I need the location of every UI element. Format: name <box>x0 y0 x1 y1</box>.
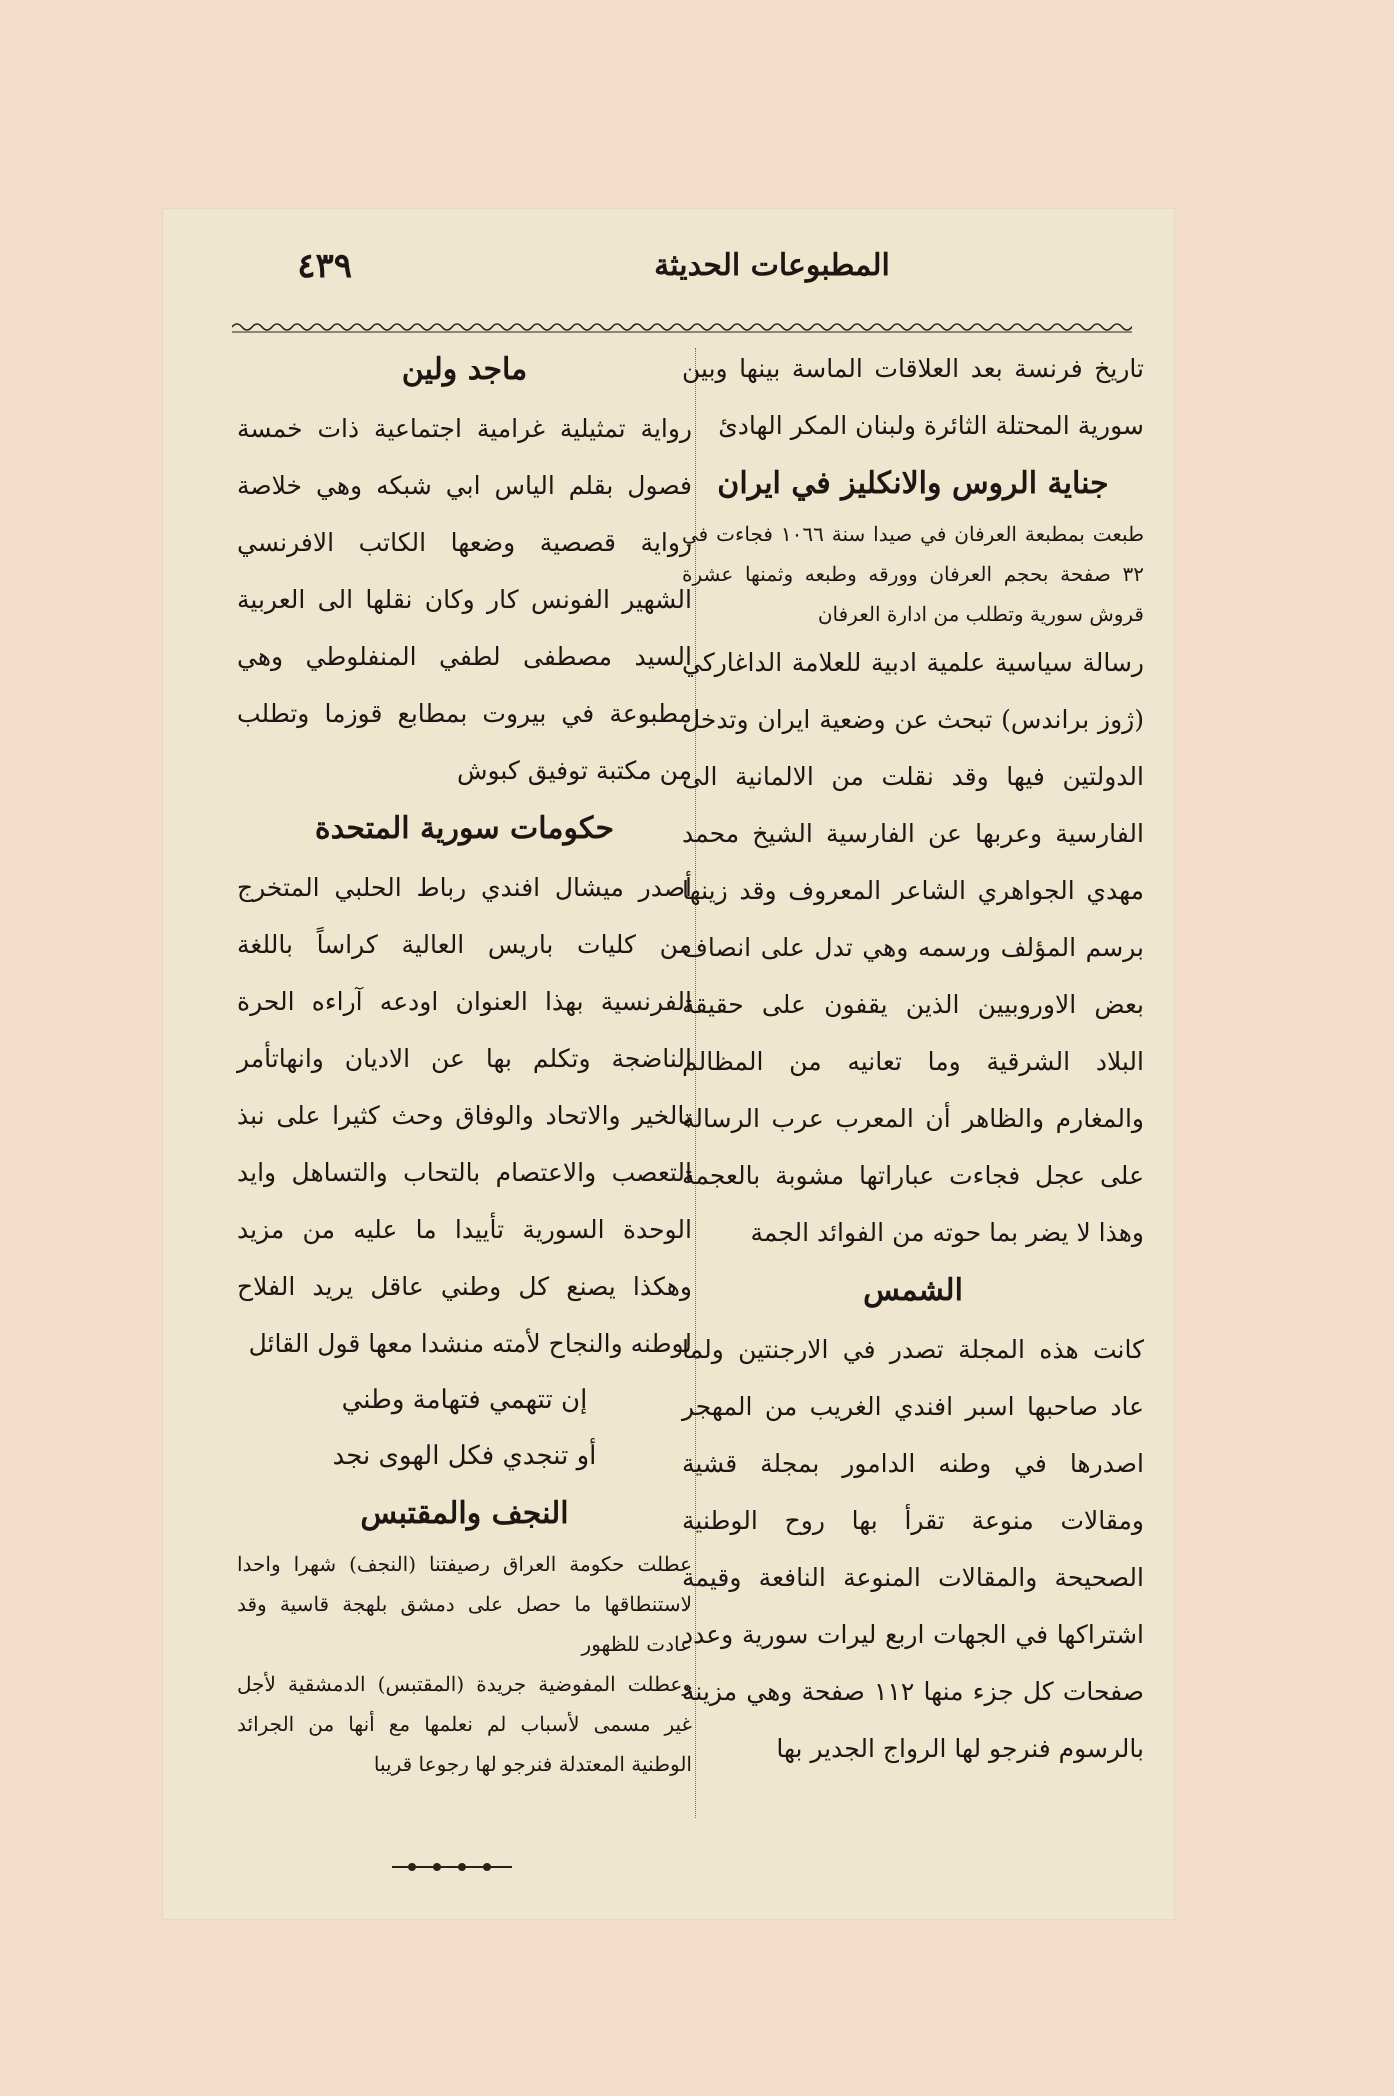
page-number: ٤٣٩ <box>297 246 352 286</box>
article-body: أصدر ميشال افندي رباط الحلبي المتخرج من كليات باريس العالية كراساً باللغة الفرنسية بهذا العنوان اودعه آراءه الحرة الناضجة وتكلم بها عن الاديان وانهاتأمر بالخير والاتحاد والوفاق وحث كثيرا على نبذ التعصب والاعتصام بالتحاب والتساهل وايد الوحدة السورية تأييدا ما عليه من مزيد وهكذا يصنع كل وطني عاقل يريد الفلاح لوطنه والنجاح لأمته منشدا معها قول القائل <box>237 873 692 1358</box>
article-title: الشمس <box>863 1273 963 1308</box>
article-title: النجف والمقتبس <box>360 1496 569 1531</box>
running-header-title: المطبوعات الحديثة <box>654 248 890 283</box>
header-wavy-rule <box>232 318 1132 336</box>
intro-text: تاريخ فرنسة بعد العلاقات الماسة بينها وبين سورية المحتلة الثائرة ولبنان المكر الهادئ <box>682 354 1144 440</box>
article-title: حكومات سورية المتحدة <box>314 811 615 846</box>
right-column <box>682 340 1144 1777</box>
article-title: ماجد ولين <box>401 352 528 387</box>
left-column <box>237 340 692 1784</box>
article-body: رواية تمثيلية غرامية اجتماعية ذات خمسة فصول بقلم الياس ابي شبكه وهي خلاصة رواية قصصية وضعها الكاتب الافرنسي الشهير الفونس كار وكان نقلها الى العربية السيد مصطفى لطفي المنفلوطي وهي مطبوعة في بيروت بمطابع قوزما وتطلب من مكتبة توفيق كبوش <box>237 414 692 785</box>
article-body: رسالة سياسية علمية ادبية للعلامة الداغاركي (ژوز براندس) تبحث عن وضعية ايران وتدخل الدولتين فيها وقد نقلت من الالمانية الى الفارسية وعربها عن الفارسية الشيخ محمد مهدي الجواهري الشاعر المعروف وقد زينها برسم المؤلف ورسمه وهي تدل على انصاف بعض الاوروبيين الذين يقفون على حقيقة البلاد الشرقية وما تعانيه من المظالم والمغارم والظاهر أن المعرب عرب الرسالة على عجل فجاءت عباراتها مشوبة بالعجمة وهذا لا يضر بما حوته من الفوائد الجمة <box>682 648 1144 1247</box>
poem-verse: إن تتهمي فتهامة وطني <box>341 1385 588 1415</box>
article-title: جناية الروس والانكليز في ايران <box>717 466 1109 501</box>
article-body: كانت هذه المجلة تصدر في الارجنتين ولما عاد صاحبها اسبر افندي الغريب من المهجر اصدرها في وطنه الدامور بمجلة قشية ومقالات منوعة تقرأ بها روح الوطنية الصحيحة والمقالات المنوعة النافعة وقيمة اشتراكها في الجهات اربع ليرات سورية وعدد صفحات كل جزء منها ١١٢ صفحة وهي مزينة بالرسوم فنرجو لها الرواج الجدير بها <box>682 1335 1144 1763</box>
publication-note: طبعت بمطبعة العرفان في صيدا سنة ١٠٦٦ فجاءت في ٣٢ صفحة بحجم العرفان وورقه وطبعه وثمنها عشرة قروش سورية وتطلب من ادارة العرفان <box>682 522 1144 626</box>
article-body-small: عطلت حكومة العراق رصيفتنا (النجف) شهرا واحدا لاستنطاقها ما حصل على دمشق بلهجة قاسية وقد عادت للظهور <box>237 1552 692 1656</box>
article-body-small: وعطلت المفوضية جريدة (المقتبس) الدمشقية لأجل غير مسمى لأسباب لم نعلمها مع أنها من الجرائد الوطنية المعتدلة فنرجو لها رجوعا قريبا <box>237 1672 692 1776</box>
end-ornament <box>392 1860 512 1874</box>
scanned-page <box>162 208 1175 1920</box>
poem-verse: أو تنجدي فكل الهوى نجد <box>332 1441 597 1471</box>
